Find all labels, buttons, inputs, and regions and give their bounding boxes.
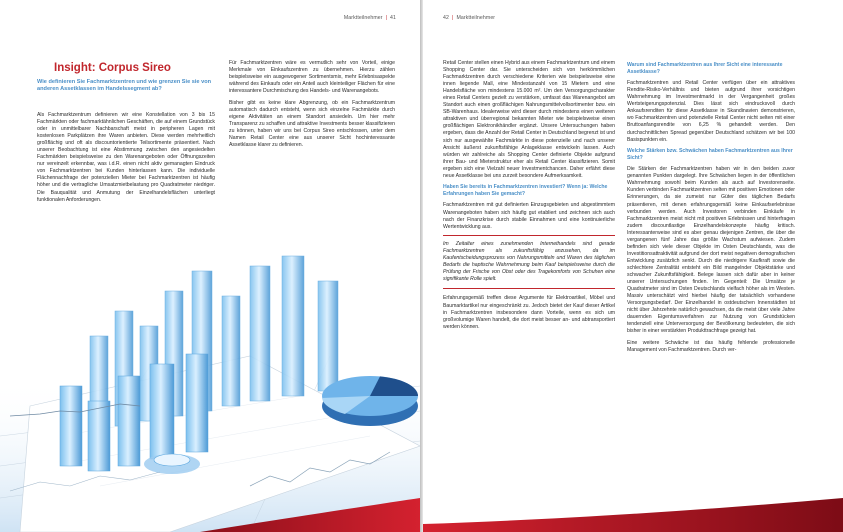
- chart-bar: [282, 256, 304, 396]
- chart-bar: [88, 401, 110, 471]
- left-page: [0, 0, 420, 532]
- body-paragraph: Fachmarktzentren mit gut definierten Einzugsgebieten und abgestimmtem Warenangeboten haben sich häufig gut etabliert und zeichnen sich auch nach der Finanzkrise durch stabile Einnahmen und eine kontinuierliche Wertentwicklung aus.: [443, 202, 615, 230]
- right-page: [423, 0, 843, 532]
- chart-bar: [318, 281, 338, 391]
- body-paragraph: Fachmarktzentren und Retail Center verfügen über ein attraktives Rendite-Risiko-Verhältnis und bieten aufgrund ihrer vorsichtigen Wahrnehmung im Investmentmarkt in der Vergangenheit großes Wertsteigerungspotenzial. Dies lässt sich eindrucksvoll durch Ankaufsrenditen für diese Assetklasse in Skandinavien demonstrieren, wo Fachmarktzentren und potenzielle Retail Center nicht selten mit einer Bruttoanfangsrendite von 6,25 % gehandelt werden. Den durchschnittlichen Spread gegenüber Deutschland schätzen wir bei 100 Basispunkten ein.: [627, 80, 795, 143]
- body-paragraph: Bisher gibt es keine klare Abgrenzung, ob ein Fachmarktzentrum automatisch dadurch entsteht, wenn sich einzelne Fachmärkte durch eigene Aktivitäten an einem Standort ansiedeln. Um hier mehr Transparenz zu schaffen und attraktive Investments besser klassifizieren zu können, haben wir uns bei Corpus Sireo entschlossen, unter dem Namen Retail Center eine aus unserer Sicht hochinteressante Assetklasse klarer zu definieren.: [229, 99, 395, 149]
- body-paragraph: Erfahrungsgemäß treffen diese Argumente für Elektroartikel, Möbel und Baumarktartikel nur eingeschränkt zu. Jedoch bietet der Kauf dieser Artikel in Fachmarktzentren insbesondere dann Vorteile, wenn es sich um großvolumige Waren handelt, die dort meist besser an- und abtransportiert werden können.: [443, 295, 615, 330]
- interview-question: Welche Stärken bzw. Schwächen haben Fachmarktzentren aus Ihrer Sicht?: [627, 148, 793, 162]
- pull-quote: Im Zeitalter eines zunehmenden Internethandels sind gerade Fachmarktzentren als zukunftsfähig anzusehen, da im Kaufentscheidungsprozess von Nahrungsmitteln und Waren des täglichen Bedarfs die haptische Wahrnehmung beim Kauf beispielsweise durch die Prüfung der Frische von Obst oder des Tragekomforts von Schuhen eine signifikante Rolle spielt.: [443, 235, 615, 289]
- body-paragraph: Die Stärken der Fachmarktzentren haben wir in den beiden zuvor genannten Punkten dargelegt. Ihre Schwächen liegen in der öffentlichen Wahrnehmung sowohl beim Kunden als auch auf Investorenseite. Kunden verbinden Fachmarktzentren selten mit positiven Emotionen oder Erinnerungen, da sie zumeist nur Güter des täglichen Bedarfs präsentieren, mit denen erfahrungsgemäß keine Einkaufserlebnisse verbunden werden. Auch Investoren verbinden Einkäufe in Fachmarktzentren meist nicht mit positiven Erlebnissen und hinterfragen zudem discountlastige Einzelhandelskonzepte häufig kritisch. Interessanterweise sind es aber genau diejenigen Zentren, die über die vergangenen fünf Jahre das größte Wachstum aufwiesen. Zudem befinden sich viele dieser Objekte im Osten Deutschlands, was die Investitionsattraktivität aufgrund der dort meist negativen demografischen Entwicklung zusätzlich senkt. Durch die niedrigere Kaufkraft sowie die schlechtere Zentralität entsteht ein Bild mangelnder Objektstärke und schwacher Zukunftsfähigkeit. Belege lassen sich dafür aber in keiner unserer Untersuchungen finden. Im Gegenteil: Die Umsätze je Quadratmeter sind im Osten Deutschlands vielfach höher als im Westen. Massiv unterschätzt wird hierbei häufig der tatsächlich vorhandene Versorgungsbedarf. Der Einzelhandel in ostdeutschen Innenstädten ist nicht über Jahrzehnte natürlich gewachsen, da die meist über viele Jahre dauernden Eigentumsverfahren zur Nutzung von Grundstücken tendenziell eine Unterversorgung der Bevölkerung bedeuteten, die sich bisher in einer verstärkten Produkttrachfrage gezeigt hat.: [627, 166, 795, 335]
- right-column-2: [627, 60, 795, 359]
- bar-chart-illustration: [0, 236, 420, 532]
- left-column-1: [37, 112, 215, 208]
- chart-bar: [118, 376, 140, 466]
- chart-gauge: [144, 454, 200, 474]
- chart-bar: [250, 266, 270, 401]
- chart-bar: [222, 296, 240, 406]
- body-paragraph: Als Fachmarktzentrum definieren wir eine Konstellation von 3 bis 15 Fachmärkten oder fachmarktähnlichen Geschäften, die auf einem Grundstück oder in unmittelbarer Nachbarschaft meist in peripheren Lagen mit kostenlosen Parkplätzen ihre Waren anbieten. Diese werden mehrheitlich großflächig und oft als discountorientierte Teilsortimente präsentiert. Nach unserer Beobachtung ist eine Abstimmung zwischen den angesiedelten Fachmärkten beispielsweise zu den Warenangeboten oder Öffnungszeiten nur vereinzelt erkennbar, was i.d.R. einen nicht aktiv gemanagten Eindruck von Fachmarktzentren bei Kunden hinterlassen kann. Die individuelle Flächennachfrage der potenziellen Mieter bei Fachmarktzentren ist häufig höher und die vertragliche Umsatzmietbelastung pro Quadratmeter niedriger. Die Bauqualität und Anmutung der Einzelhandelsflächen unterliegt funktionalen Anforderungen.: [37, 112, 215, 203]
- left-column-2: [229, 60, 395, 154]
- interview-question: Haben Sie bereits in Fachmarktzentren investiert? Wenn ja: Welche Erfahrungen haben Sie gemacht?: [443, 184, 608, 198]
- folio-section: Marktteilnehmer: [456, 15, 496, 21]
- chart-pie: [322, 376, 418, 426]
- lead-question: Wie definieren Sie Fachmarktzentren und wie grenzen Sie sie von anderen Assetklassen im Handelssegment ab?: [37, 79, 212, 93]
- page-folio-left: Marktteilnehmer | 41: [343, 15, 396, 21]
- body-paragraph: Für Fachmarktzentren wäre es vermutlich sehr von Vorteil, einige Merkmale von Einkaufszentren zu übernehmen. Hierzu zählen beispielsweise ein ausgewogener Sortimentsmix, mehr Erlebnisaspekte während des Einkaufs oder ein Anteil auch kleinteiliger Flächen für eine interessantere Durchmischung des Handels- und Warenangebots.: [229, 60, 395, 95]
- chart-bar: [150, 364, 174, 459]
- insight-title: Insight: Corpus Sireo: [54, 62, 171, 74]
- decorative-swoosh-right: [423, 498, 843, 532]
- body-paragraph: Retail Center stellen einen Hybrid aus einem Fachmarktzentrum und einem Shopping Center dar. Sie unterscheiden sich von herkömmlichen Fachmarktzentren durch verschiedene Kriterien wie beispielsweise eine innen liegende Mall, eine Mindestanzahl von 15 Mietern und eine Handelsfläche von mindestens 15.000 m². Um den Versorgungscharakter eines Retail Centers gezielt zu verstärken, umfasst das Warenangebot am Standort auch einen großflächigen Nahrungsmittelvollsortimenter bzw. ein SB-Warenhaus. Idealerweise wird dieser durch mindestens einen weiteren attraktiven und überregional bekannten Mieter wie beispielsweise einen großflächigen Elektronikhändler ergänzt. Unsere Untersuchungen haben ergeben, dass die Anzahl der Retail Center in Deutschland begrenzt ist und sich nur ausgewählte Fachmärkte in diese potenzielle und nach unserer Ansicht äußerst zukunftsfähige Anlageklasse entwickeln lassen. Auch würden wir zahlreiche als Shopping Center definierte Objekte aufgrund ihrer Bau- und Mieterstruktur eher als Retail Center klassifizieren. Somit ergeben sich eine Vielzahl neuer Investmentchancen. Daher erfährt diese neue Assetklasse bei uns zurzeit besondere Aufmerksamkeit.: [443, 60, 615, 179]
- chart-bar: [186, 354, 208, 452]
- interview-question: Warum sind Fachmarktzentren aus Ihrer Sicht eine interessante Assetklasse?: [627, 62, 783, 76]
- page-folio-right: 42 | Marktteilnehmer: [443, 15, 496, 21]
- folio-section: Marktteilnehmer: [343, 15, 383, 21]
- chart-bar: [60, 386, 82, 466]
- folio-page-number: 42: [443, 15, 449, 21]
- body-paragraph: Eine weitere Schwäche ist das häufig fehlende professionelle Management von Fachmarktzentren. Durch ver-: [627, 339, 795, 353]
- folio-page-number: 41: [390, 15, 396, 21]
- right-column-1: [443, 60, 615, 335]
